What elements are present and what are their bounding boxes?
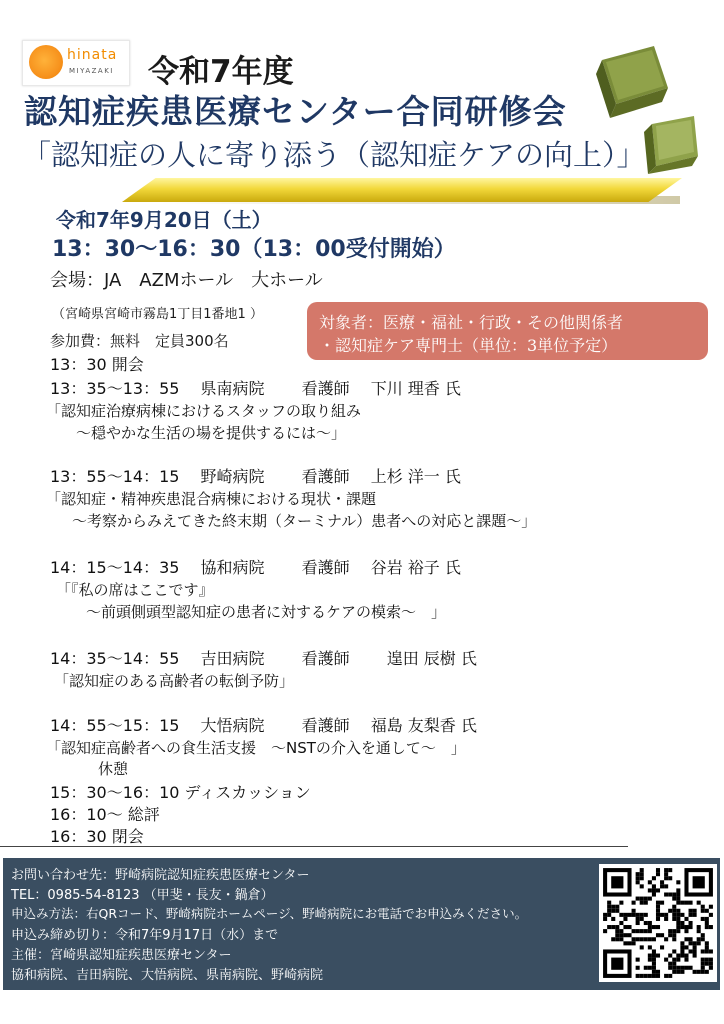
event-title: 認知症疾患医療センター合同研修会 bbox=[24, 92, 567, 131]
event-subtitle: 「認知症の人に寄り添う（認知症ケアの向上）」 bbox=[22, 138, 646, 172]
session-3-title: 「『私の席はここです』 bbox=[56, 581, 214, 599]
event-time: 13：30〜16：30（13：00受付開始） bbox=[52, 237, 456, 262]
review: 16：10〜 総評 bbox=[50, 805, 160, 824]
contact-info: お問い合わせ先：野崎病院認知症疾患医療センター bbox=[11, 868, 310, 883]
contact-tel: TEL：0985-54-8123 （甲斐・長友・鍋倉） bbox=[11, 888, 274, 903]
target-audience-box bbox=[307, 302, 708, 360]
session-1-header: 13：35〜13：55 県南病院 看護師 下川 理香 氏 bbox=[50, 379, 461, 398]
session-2-title: 「認知症・精神疾患混合病棟における現状・課題 bbox=[46, 490, 377, 508]
participating-hospitals: 協和病院、吉田病院、大悟病院、県南病院、野崎病院 bbox=[11, 968, 324, 983]
session-3-header: 14：15〜14：35 協和病院 看護師 谷岩 裕子 氏 bbox=[50, 558, 461, 577]
qr-code-icon bbox=[599, 864, 717, 982]
divider bbox=[0, 846, 628, 847]
break-label: 休憩 bbox=[98, 760, 129, 778]
session-1-subtitle: 〜穏やかな生活の場を提供するには〜」 bbox=[76, 424, 347, 442]
venue-address: （宮崎県宮崎市霧島1丁目1番地1 ） bbox=[52, 307, 263, 322]
fiscal-year-heading: 令和7年度 bbox=[148, 54, 294, 90]
discussion: 15：30〜16：10 ディスカッション bbox=[50, 783, 311, 802]
session-1-title: 「認知症治療病棟におけるスタッフの取り組み bbox=[46, 402, 362, 420]
session-2-header: 13：55〜14：15 野崎病院 看護師 上杉 洋一 氏 bbox=[50, 467, 461, 486]
event-date: 令和7年9月20日（土） bbox=[56, 208, 272, 232]
session-5-title: 「認知症高齢者への食生活支援 〜NSTの介入を通して〜 」 bbox=[46, 739, 466, 757]
logo-sub: MIYAZAKI bbox=[69, 67, 114, 75]
session-2-subtitle: 〜考察からみえてきた終末期（ターミナル）患者への対応と課題〜」 bbox=[72, 512, 537, 530]
qr-code[interactable] bbox=[599, 864, 717, 982]
organizer: 主催：宮崎県認知症疾患医療センター bbox=[11, 948, 232, 963]
sun-icon bbox=[29, 45, 63, 79]
session-4-header: 14：35〜14：55 吉田病院 看護師 遑田 辰樹 氏 bbox=[50, 649, 477, 668]
session-4-title: 「認知症のある高齢者の転倒予防」 bbox=[54, 672, 295, 690]
application-method: 申込み方法：右QRコード、野崎病院ホームページ、野崎病院にお電話でお申込みください。 bbox=[11, 906, 528, 921]
program-open: 13：30 開会 bbox=[50, 355, 144, 374]
decorative-cubes bbox=[596, 38, 700, 188]
hinata-miyazaki-logo bbox=[22, 40, 130, 86]
session-3-subtitle: 〜前頭側頭型認知症の患者に対するケアの模索〜 」 bbox=[86, 603, 447, 621]
session-5-header: 14：55〜15：15 大悟病院 看護師 福島 友梨香 氏 bbox=[50, 716, 477, 735]
program-close: 16：30 閉会 bbox=[50, 827, 144, 846]
target-line-2: ・認知症ケア専門士（単位：3単位予定） bbox=[319, 336, 618, 355]
event-venue: 会場：JA AZMホール 大ホール bbox=[50, 270, 323, 291]
fee-capacity: 参加費：無料 定員300名 bbox=[50, 332, 229, 350]
contact-footer bbox=[3, 858, 720, 990]
application-deadline: 申込み締め切り：令和7年9月17日（水）まで bbox=[11, 928, 279, 943]
target-line-1: 対象者：医療・福祉・行政・その他関係者 bbox=[319, 313, 624, 332]
logo-name: hinata bbox=[67, 47, 118, 63]
